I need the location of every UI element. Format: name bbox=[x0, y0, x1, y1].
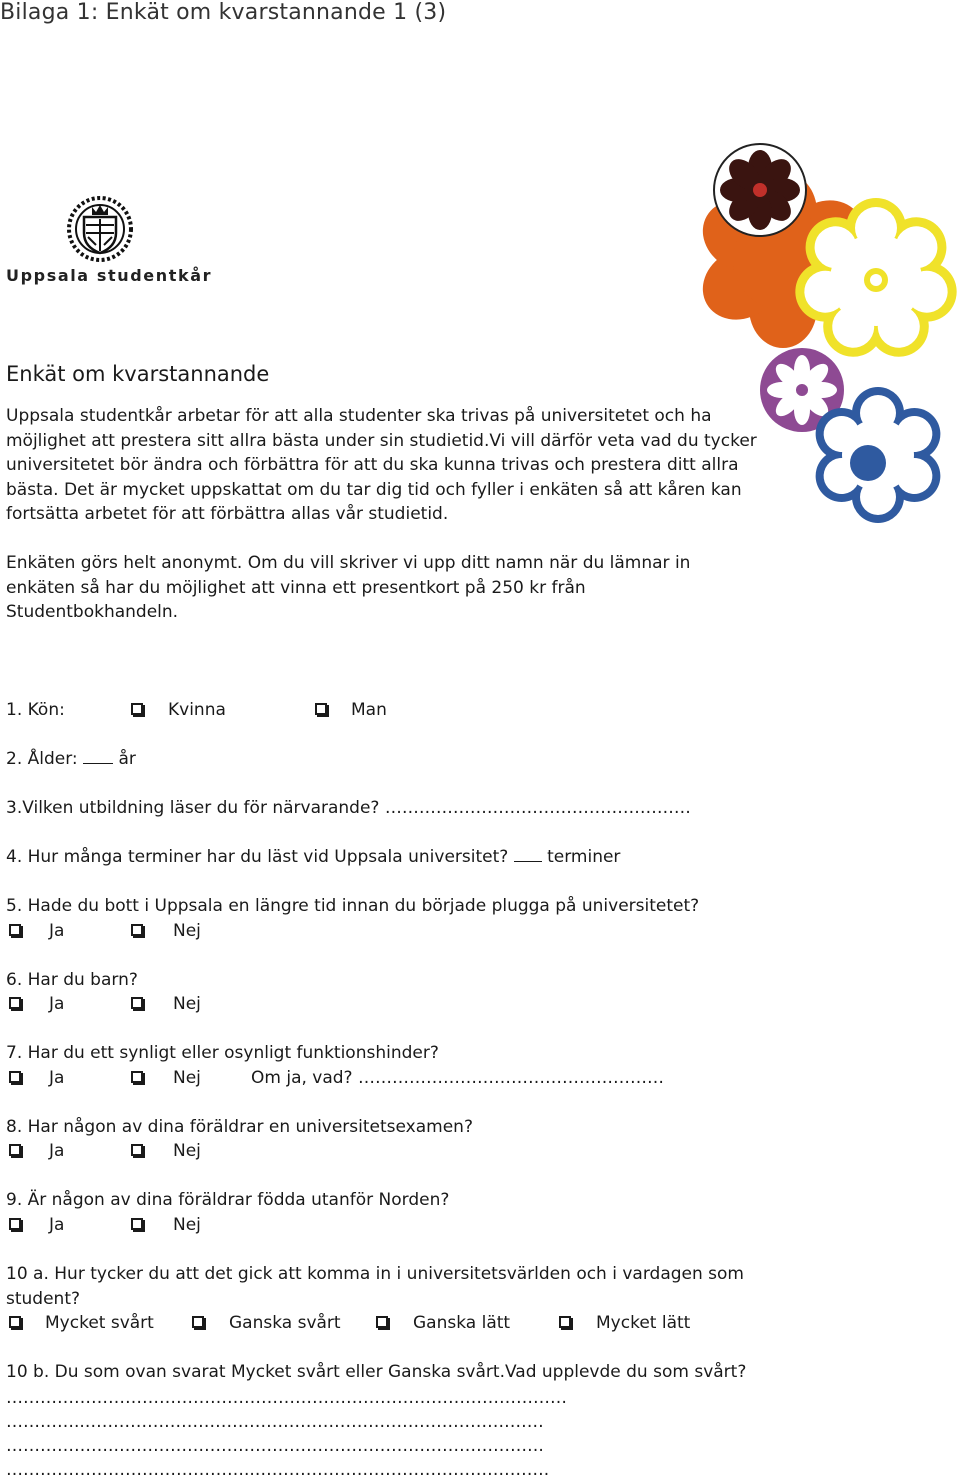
q6-option-nej-checkbox[interactable] bbox=[131, 997, 143, 1009]
q5-option-nej-label: Nej bbox=[173, 921, 201, 941]
q7-label: 7. Har du ett synligt eller osynligt funktionshinder? bbox=[6, 1043, 439, 1063]
q7-option-nej-checkbox[interactable] bbox=[131, 1071, 143, 1083]
q10a-option-mycket-svart-checkbox[interactable] bbox=[9, 1316, 21, 1328]
q10a-option-ganska-latt-label: Ganska lätt bbox=[413, 1313, 511, 1333]
q2-suffix: år bbox=[118, 749, 136, 769]
q3-row bbox=[6, 796, 691, 821]
q9-option-nej-checkbox[interactable] bbox=[131, 1218, 143, 1230]
q10a-option-mycket-svart-label: Mycket svårt bbox=[45, 1313, 154, 1333]
q10a-label: 10 a. Hur tycker du att det gick att komma in i universitetsvärlden och i vardagen som bbox=[6, 1264, 744, 1284]
q8-option-nej-label: Nej bbox=[173, 1141, 201, 1161]
q2-row bbox=[6, 747, 136, 772]
q7-followup-label: Om ja, vad? bbox=[251, 1068, 353, 1088]
q9-label: 9. Är någon av dina föräldrar födda utanför Norden? bbox=[6, 1190, 450, 1210]
q5-option-ja-label: Ja bbox=[49, 921, 65, 941]
q6-option-ja-label: Ja bbox=[49, 994, 65, 1014]
q10b-answer-line-4[interactable]: ……………………………………..……………………………………………. bbox=[6, 1460, 550, 1480]
q4-label: 4. Hur många terminer har du läst vid Uppsala universitet? bbox=[6, 847, 509, 867]
q7-followup-row bbox=[251, 1066, 664, 1091]
q1-option-man-label: Man bbox=[351, 700, 387, 720]
q6-option-ja-checkbox[interactable] bbox=[9, 997, 21, 1009]
q5-option-nej-checkbox[interactable] bbox=[131, 924, 143, 936]
q8-option-nej-checkbox[interactable] bbox=[131, 1144, 143, 1156]
q10a-option-mycket-latt-checkbox[interactable] bbox=[559, 1316, 571, 1328]
q2-label: 2. Ålder: bbox=[6, 749, 78, 769]
q1-option-man-checkbox[interactable] bbox=[315, 703, 327, 715]
q10a-option-mycket-latt-label: Mycket lätt bbox=[596, 1313, 691, 1333]
q4-row bbox=[6, 845, 620, 870]
q9-option-nej-label: Nej bbox=[173, 1215, 201, 1235]
q5-label: 5. Hade du bott i Uppsala en längre tid innan du började plugga på universitetet? bbox=[6, 896, 700, 916]
q7-option-ja-checkbox[interactable] bbox=[9, 1071, 21, 1083]
q8-option-ja-label: Ja bbox=[49, 1141, 65, 1161]
q10a-option-ganska-svart-checkbox[interactable] bbox=[192, 1316, 204, 1328]
q10b-answer-line-1[interactable]: ……………………………………………………………………………………… bbox=[6, 1388, 567, 1408]
anonymous-paragraph: Enkäten görs helt anonymt. Om du vill skriver vi upp ditt namn när du lämnar in enkäten så har du möjlighet att vinna ett presentkort på 250 kr från Studentbokhandeln. bbox=[6, 553, 691, 623]
q4-suffix: terminer bbox=[547, 847, 621, 867]
org-name: Uppsala studentkår bbox=[6, 266, 213, 285]
q8-label: 8. Har någon av dina föräldrar en universitetsexamen? bbox=[6, 1117, 473, 1137]
page-header-title: Bilaga 1: Enkät om kvarstannande 1 (3) bbox=[0, 0, 447, 25]
q10a-option-ganska-latt-checkbox[interactable] bbox=[376, 1316, 388, 1328]
q10b-answer-line-2[interactable]: …………..……………………………………………………………………… bbox=[6, 1412, 544, 1432]
q4-terms-input[interactable] bbox=[514, 845, 542, 862]
q7-option-nej-label: Nej bbox=[173, 1068, 201, 1088]
q7-option-ja-label: Ja bbox=[49, 1068, 65, 1088]
q2-age-input[interactable] bbox=[83, 747, 113, 764]
q9-option-ja-label: Ja bbox=[49, 1215, 65, 1235]
q8-option-ja-checkbox[interactable] bbox=[9, 1144, 21, 1156]
q10a-option-ganska-svart-label: Ganska svårt bbox=[229, 1313, 341, 1333]
q6-label: 6. Har du barn? bbox=[6, 970, 138, 990]
document-title: Enkät om kvarstannande bbox=[6, 362, 270, 386]
q10b-answer-line-3[interactable]: ……………….…………………………………………………………………. bbox=[6, 1436, 544, 1456]
q3-answer-dots[interactable]: ……………………………………………… bbox=[384, 798, 691, 818]
intro-paragraph: Uppsala studentkår arbetar för att alla studenter ska trivas på universitetet och ha möjlighet att prestera sitt allra bästa under sin studietid.Vi vill därför veta vad du tycker universitetet bör ändra och förbättra för att du ska kunna trivas och prestera ditt allra bästa. Det är mycket uppskattat om du tar dig tid och fyller i enkäten så att kåren kan fortsätta arbetet för att förbättra allas vår studietid. bbox=[6, 406, 757, 525]
uppsala-studentkar-logo bbox=[66, 195, 134, 263]
q1-option-kvinna-label: Kvinna bbox=[168, 700, 226, 720]
q7-followup-dots[interactable]: ……………………………………………… bbox=[358, 1068, 664, 1088]
q1-option-kvinna-checkbox[interactable] bbox=[131, 703, 143, 715]
q10b-label: 10 b. Du som ovan svarat Mycket svårt eller Ganska svårt.Vad upplevde du som svårt? bbox=[6, 1362, 747, 1382]
q5-option-ja-checkbox[interactable] bbox=[9, 924, 21, 936]
q9-option-ja-checkbox[interactable] bbox=[9, 1218, 21, 1230]
q1-label: 1. Kön: bbox=[6, 700, 65, 720]
q6-option-nej-label: Nej bbox=[173, 994, 201, 1014]
q10a-label-continued: student? bbox=[6, 1289, 81, 1309]
q3-label: 3.Vilken utbildning läser du för närvarande? bbox=[6, 798, 380, 818]
